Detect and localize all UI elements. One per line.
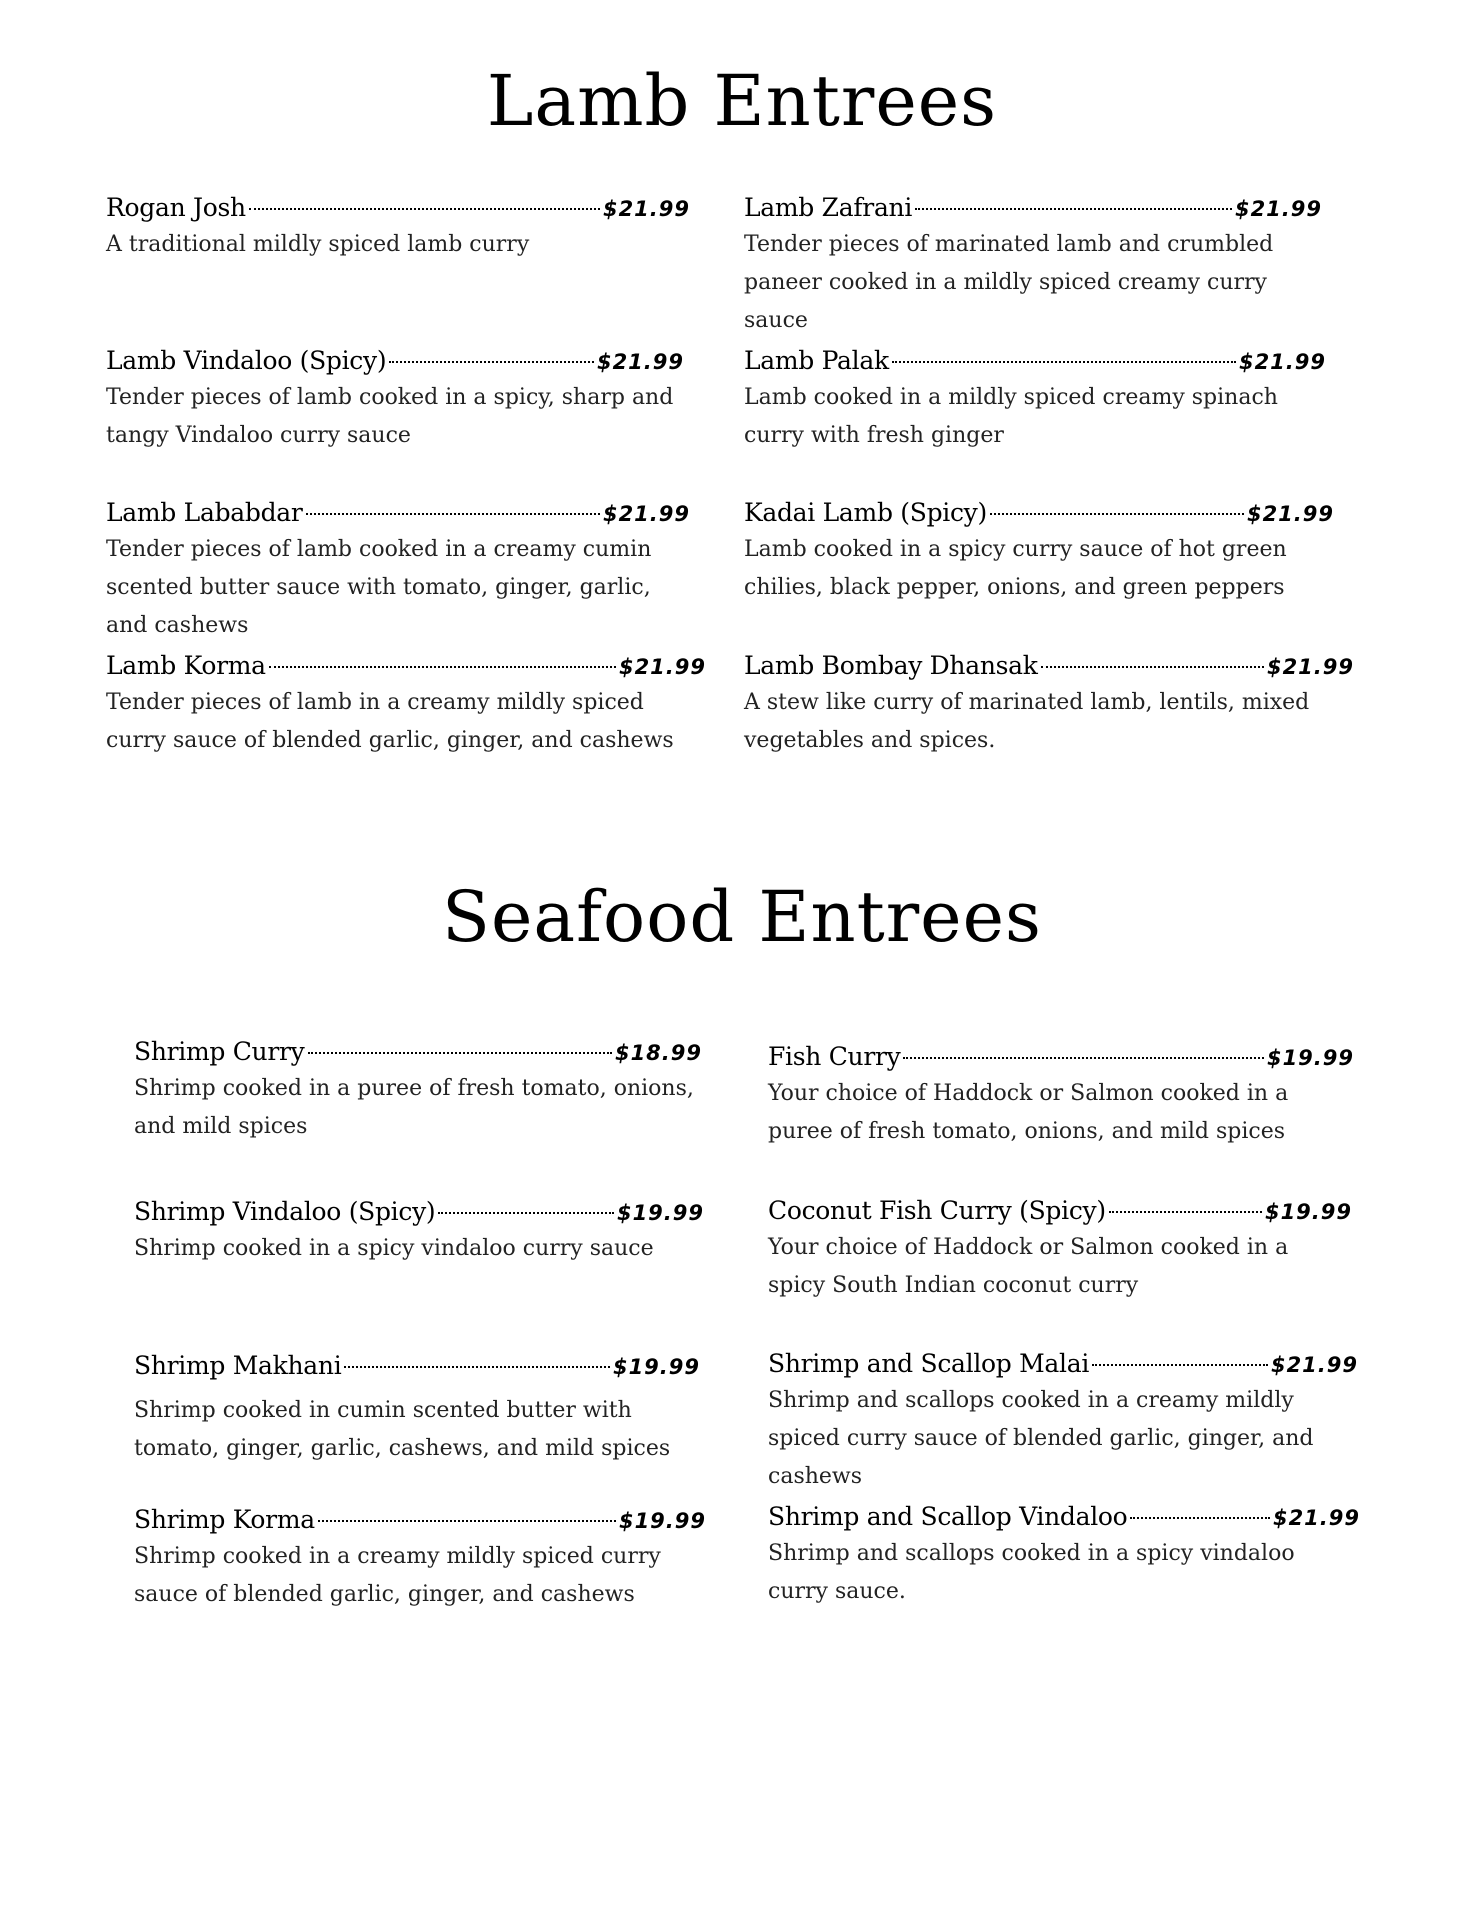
item-price: $21.99	[1270, 1353, 1358, 1377]
leader-dots	[438, 1212, 614, 1214]
leader-dots	[915, 208, 1232, 210]
leader-dots	[249, 208, 600, 210]
menu-item-shrimp-vindaloo	[134, 1197, 704, 1268]
item-price: $21.99	[1246, 502, 1334, 526]
item-name: Lamb Bombay Dhansak	[744, 651, 1038, 680]
item-name: Rogan Josh	[106, 193, 246, 222]
item-price: $19.99	[1264, 1200, 1352, 1224]
item-price: $19.99	[1266, 1046, 1354, 1070]
item-name: Coconut Fish Curry (Spicy)	[768, 1196, 1106, 1225]
item-name: Shrimp Curry	[134, 1037, 305, 1066]
item-description: Shrimp cooked in a creamy mildly spiced curry sauce of blended garlic, ginger, and cashews	[134, 1544, 661, 1607]
item-description: Your choice of Haddock or Salmon cooked in a spicy South Indian coconut curry	[768, 1235, 1289, 1298]
item-name: Shrimp Makhani	[134, 1351, 342, 1380]
leader-dots	[1041, 666, 1264, 668]
item-price: $21.99	[1266, 655, 1354, 679]
item-name: Lamb Lababdar	[106, 498, 303, 527]
item-price: $21.99	[618, 655, 706, 679]
item-description: Tender pieces of lamb in a creamy mildly spiced curry sauce of blended garlic, ginger, and cashews	[106, 690, 674, 753]
leader-dots	[892, 361, 1236, 363]
item-name: Lamb Korma	[106, 651, 266, 680]
item-price: $21.99	[596, 350, 684, 374]
item-price: $21.99	[602, 502, 690, 526]
item-description: Lamb cooked in a mildly spiced creamy spinach curry with fresh ginger	[744, 385, 1278, 448]
menu-item-lamb-bombay-dhansak	[744, 651, 1354, 760]
item-description: Shrimp cooked in cumin scented butter with tomato, ginger, garlic, cashews, and mild spices	[134, 1398, 671, 1461]
item-price: $21.99	[1234, 197, 1322, 221]
item-description: Shrimp and scallops cooked in a creamy mildly spiced curry sauce of blended garlic, ginger, and cashews	[768, 1388, 1314, 1489]
item-price: $21.99	[602, 197, 690, 221]
item-price: $19.99	[612, 1355, 700, 1379]
menu-item-shrimp-curry	[134, 1037, 702, 1146]
lamb-section-title: Lamb Entrees	[486, 60, 998, 142]
menu-item-shrimp-makhani	[134, 1351, 700, 1468]
leader-dots	[306, 513, 600, 515]
menu-item-shrimp-scallop-vindaloo	[768, 1502, 1360, 1611]
seafood-section-title: Seafood Entrees	[442, 876, 1042, 958]
item-description: Tender pieces of lamb cooked in a creamy cumin scented butter sauce with tomato, ginger, garlic, and cashews	[106, 537, 652, 638]
leader-dots	[318, 1520, 616, 1522]
menu-item-shrimp-korma	[134, 1505, 706, 1614]
leader-dots	[269, 666, 616, 668]
item-description: Shrimp cooked in a puree of fresh tomato, onions, and mild spices	[134, 1076, 694, 1139]
item-description: Tender pieces of lamb cooked in a spicy, sharp and tangy Vindaloo curry sauce	[106, 385, 674, 448]
item-name: Fish Curry	[768, 1042, 901, 1071]
menu-item-coconut-fish-curry	[768, 1196, 1352, 1305]
item-description: Lamb cooked in a spicy curry sauce of hot green chilies, black pepper, onions, and green peppers	[744, 537, 1287, 600]
menu-item-fish-curry	[768, 1042, 1354, 1151]
item-price: $21.99	[1272, 1506, 1360, 1530]
menu-item-shrimp-scallop-malai	[768, 1349, 1358, 1496]
menu-item-rogan-josh	[106, 193, 690, 264]
item-name: Lamb Palak	[744, 346, 889, 375]
item-name: Shrimp and Scallop Vindaloo	[768, 1502, 1128, 1531]
leader-dots	[1130, 1517, 1270, 1519]
menu-item-lamb-korma	[106, 651, 706, 760]
leader-dots	[990, 513, 1244, 515]
item-description: A traditional mildly spiced lamb curry	[106, 232, 530, 257]
leader-dots	[308, 1052, 612, 1054]
item-name: Shrimp Korma	[134, 1505, 315, 1534]
item-description: Tender pieces of marinated lamb and crumbled paneer cooked in a mildly spiced creamy curry sauce	[744, 232, 1274, 333]
item-price: $18.99	[614, 1041, 702, 1065]
item-price: $19.99	[618, 1509, 706, 1533]
item-description: Your choice of Haddock or Salmon cooked in a puree of fresh tomato, onions, and mild spices	[768, 1081, 1289, 1144]
leader-dots	[1109, 1211, 1262, 1213]
item-name: Shrimp Vindaloo (Spicy)	[134, 1197, 436, 1226]
leader-dots	[903, 1057, 1263, 1059]
item-name: Kadai Lamb (Spicy)	[744, 498, 987, 527]
menu-item-lamb-vindaloo	[106, 346, 684, 455]
menu-item-lamb-lababdar	[106, 498, 690, 645]
item-description: Shrimp and scallops cooked in a spicy vindaloo curry sauce.	[768, 1541, 1295, 1604]
leader-dots	[389, 361, 594, 363]
item-name: Lamb Vindaloo (Spicy)	[106, 346, 387, 375]
menu-item-lamb-palak	[744, 346, 1326, 455]
item-description: A stew like curry of marinated lamb, lentils, mixed vegetables and spices.	[744, 690, 1310, 753]
item-price: $19.99	[616, 1201, 704, 1225]
leader-dots	[344, 1366, 610, 1368]
item-name: Shrimp and Scallop Malai	[768, 1349, 1090, 1378]
item-name: Lamb Zafrani	[744, 193, 913, 222]
menu-item-lamb-zafrani	[744, 193, 1322, 340]
item-price: $21.99	[1238, 350, 1326, 374]
leader-dots	[1092, 1364, 1268, 1366]
menu-item-kadai-lamb	[744, 498, 1334, 607]
item-description: Shrimp cooked in a spicy vindaloo curry sauce	[134, 1236, 654, 1261]
